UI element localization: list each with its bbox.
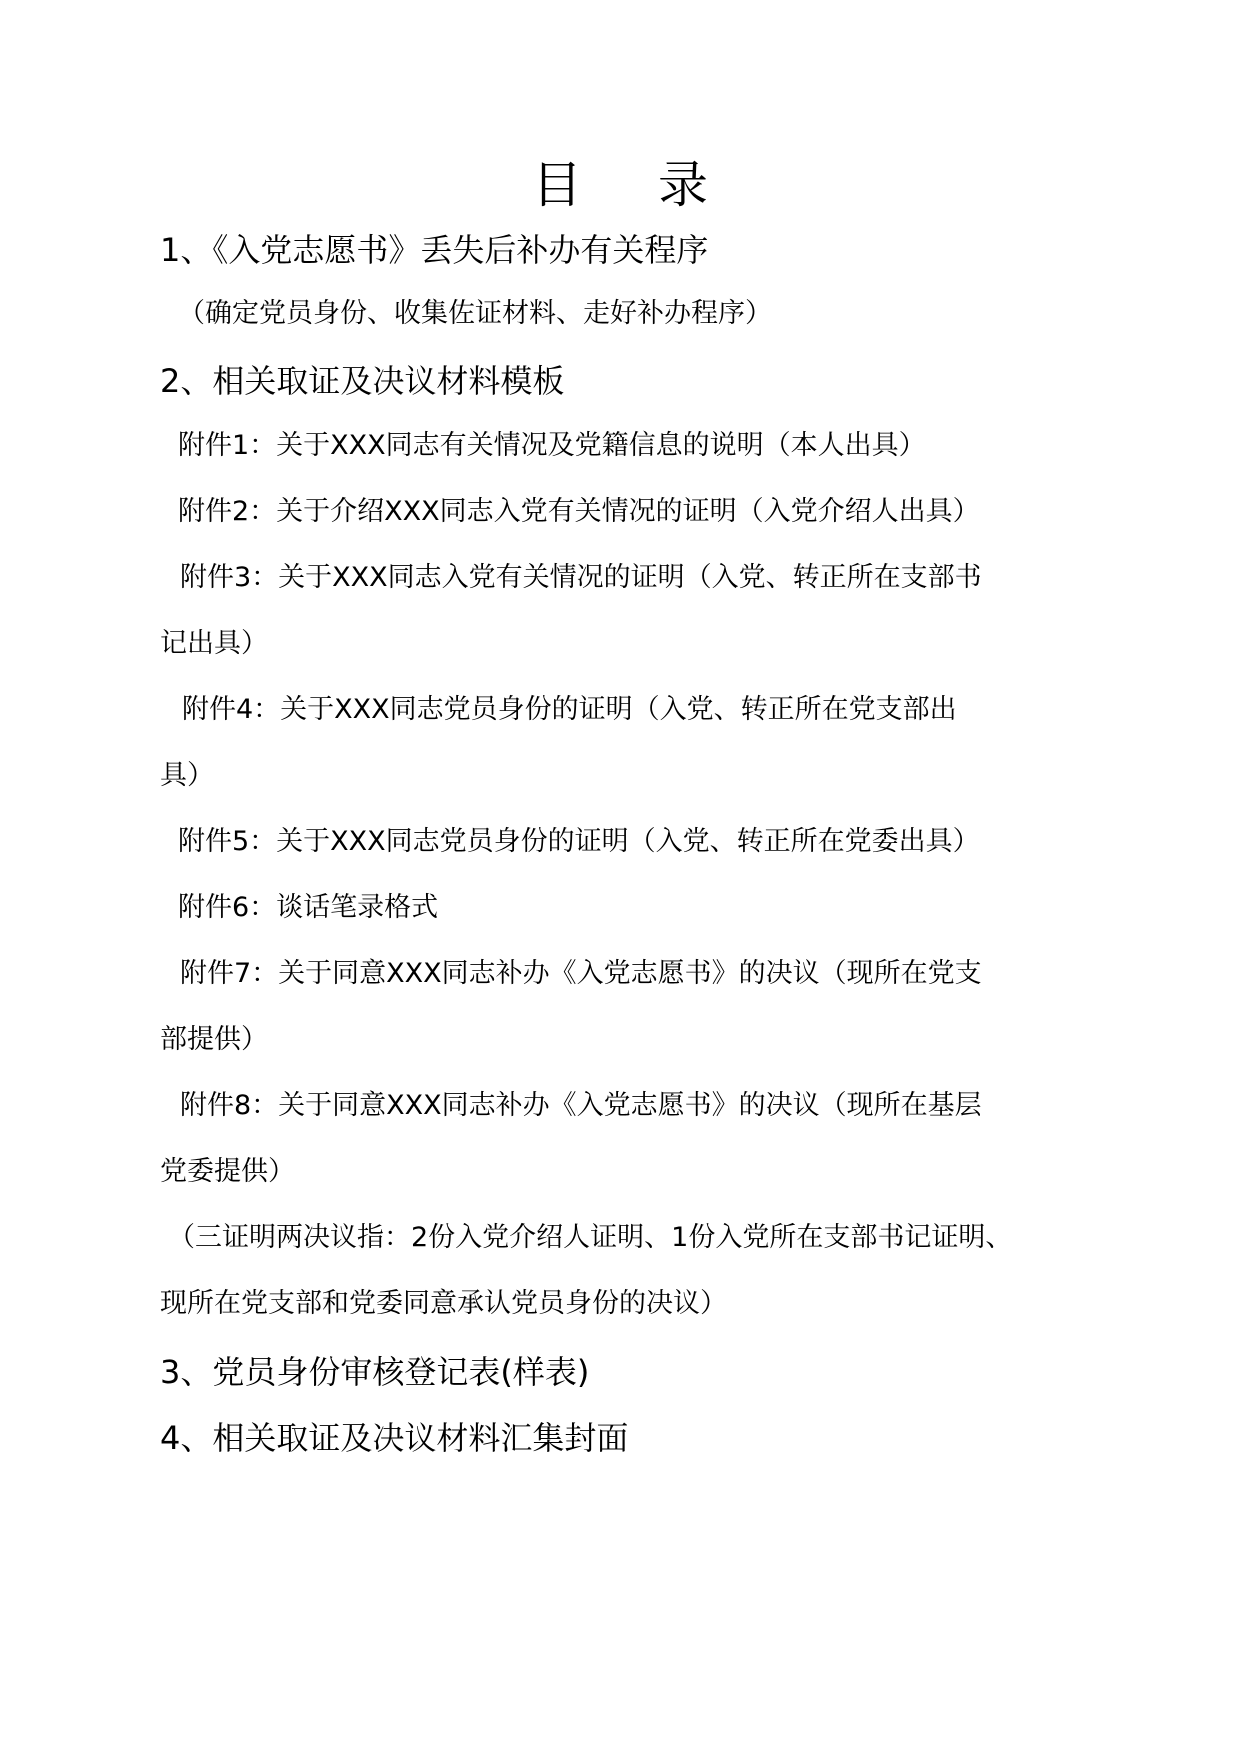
- toc-item-3: 3、党员身份审核登记表(样表): [160, 1353, 590, 1391]
- page-title: 目 录: [532, 156, 738, 214]
- attachment-8: 附件8：关于同意XXX同志补办《入党志愿书》的决议（现所在基层: [180, 1090, 982, 1121]
- attachment-2: 附件2：关于介绍XXX同志入党有关情况的证明（入党介绍人出具）: [178, 496, 980, 527]
- toc-item-2: 2、相关取证及决议材料模板: [160, 362, 565, 400]
- attachment-4-continued: 具）: [160, 760, 214, 791]
- attachment-3: 附件3：关于XXX同志入党有关情况的证明（入党、转正所在支部书: [180, 562, 982, 593]
- attachment-7: 附件7：关于同意XXX同志补办《入党志愿书》的决议（现所在党支: [180, 958, 982, 989]
- attachment-6: 附件6：谈话笔录格式: [178, 892, 439, 923]
- toc-item-1-note: （确定党员身份、收集佐证材料、走好补办程序）: [178, 298, 772, 329]
- attachment-4: 附件4：关于XXX同志党员身份的证明（入党、转正所在党支部出: [182, 694, 957, 725]
- attachment-3-continued: 记出具）: [160, 628, 268, 659]
- attachment-1: 附件1：关于XXX同志有关情况及党籍信息的说明（本人出具）: [178, 430, 926, 461]
- attachment-8-continued: 党委提供）: [160, 1156, 295, 1187]
- toc-item-2-note-line2: 现所在党支部和党委同意承认党员身份的决议）: [160, 1288, 727, 1319]
- attachment-5: 附件5：关于XXX同志党员身份的证明（入党、转正所在党委出具）: [178, 826, 980, 857]
- toc-item-2-note-line1: （三证明两决议指：2份入党介绍人证明、1份入党所在支部书记证明、: [168, 1222, 1013, 1253]
- toc-item-4: 4、相关取证及决议材料汇集封面: [160, 1419, 629, 1457]
- toc-item-1: 1、《入党志愿书》丢失后补办有关程序: [160, 231, 709, 269]
- attachment-7-continued: 部提供）: [160, 1024, 268, 1055]
